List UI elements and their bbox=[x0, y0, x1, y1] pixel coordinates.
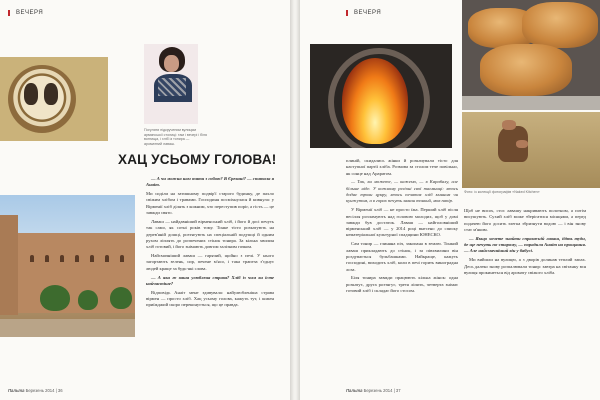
paragraph: Сам тонир — глиняна піч, закопана в землю. Тонкий лаваш прикладають до стінок, і за півхвилини він роздувається бульбашками. Найкраще, кажуть господині, виходить хліб, коли в печі горить виноградна лоза. bbox=[346, 241, 458, 272]
paragraph: плиній, скидались жінки й розкачували тісто для наступної партії хліба. Розмова за столом тече повільно, як сонце над Араратом. bbox=[346, 158, 458, 176]
paragraph: У Вірменії хліб — не просто їжа. Перший хліб після весілля розламують над головою молодих, щоб у домі завжди був достаток. Лаваш — найголовніший вірменський хліб — у 2014 році внесено до списку нематеріальної культурної спадщини ЮНЕСКО. bbox=[346, 207, 458, 238]
paragraph: Найсмачніший лаваш — гарячий, щойно з печі. У нього загортають зелень, сир, печене м'ясо, і така трапеза з'єднує людей краще за будь-які слова. bbox=[146, 253, 274, 271]
paragraph: Лаваш — найдавніший вірменський хліб, і його й досі печуть так само, як сотні років тому. Тонке тісто розкатують на дерев'яній дошці, розтягують на спеціальній подушці й одним рухом ліплять до розпечених стінок тонира. За кілька хвилин хліб готовий, і його знімають довгим залізним гачком. bbox=[146, 218, 274, 250]
left-page bbox=[0, 0, 290, 400]
tonir-oven-photo bbox=[310, 44, 452, 148]
paragraph: Відповідь Анаіт мене здивувала: найулюбленіша страва вірмен — просто хліб. Хац усьому голова, кажуть тут, і кожен приїжджий скоро переконується, що це правда. bbox=[146, 289, 274, 308]
paragraph: — Так, ви можете, — кажемо, — в Карабаху, але більше ніде. У кожному регіоні свої таємниці: хтось додає трохи цукру, хтось печатає хліб кмином чи кунжутом, а в горах печуть лаваш тонкий, мов папір. bbox=[346, 179, 458, 204]
photo-caption: Фото: із колекції фотографів «Naked Kitchen» bbox=[464, 190, 540, 194]
page-number: 37 bbox=[395, 388, 401, 393]
page-folio: Пальта Березень 2014 | 37 bbox=[346, 388, 401, 393]
bread-photo bbox=[462, 0, 600, 110]
paragraph: — А яка ж ваша улюблена страва? Хліб із чим ви їсте найчастіше? bbox=[146, 274, 274, 286]
book-gutter bbox=[290, 0, 300, 400]
paragraph: Ми вийшли на вулицю, а з дворів долинав теплий запах. Десь далеко знову розпалювали тонир: завтра на світанку вся вулиця прокинеться від аромату свіжого хліба. bbox=[464, 257, 586, 275]
paragraph: Щоб не висох, стос лавашу накривають полотном, а потім висушують. Сухий хліб може зберігатися місяцями, а перед подачею його досить злегка збризнути водою — і він знову стає м'яким. bbox=[464, 208, 586, 232]
paragraph: — Якщо хочете знайти справжній лаваш, ідіть туди, де ще печуть по-старому, — порадила Анаіт на прощання. — Але найсмачніший він у бабусі. bbox=[464, 235, 586, 254]
bread-making-photo bbox=[462, 112, 600, 188]
paragraph: Ми сиділи на затишному подвір'ї старого будинку, де пахло свіжим хлібом і травами. Господиня посміхнулася й кивнула: у Вірменії хліб ділять з кожним, хто переступив поріг, а гість — це завжди свято. bbox=[146, 191, 274, 216]
author-portrait bbox=[144, 44, 198, 124]
paragraph: Біля тонира завжди працюють кілька жінок: одна розкатує, друга розтягує, третя ліпить, четверта знімає готовий хліб і складає його стосом. bbox=[346, 275, 458, 294]
left-text-column bbox=[146, 176, 274, 311]
right-text-column-2 bbox=[464, 208, 586, 279]
page-folio: Пальта Березень 2014 | 36 bbox=[8, 388, 63, 393]
paragraph: — А чи можна нам взяти з собою? В Єревані? — спитала я Анаіт. bbox=[146, 176, 274, 188]
portrait-caption: Погуляти підкрученим вулицям армянської столиці: там і вечері і біля вогнища, і хліб із тонира — ароматний лаваш. bbox=[144, 128, 207, 146]
page-number: 36 bbox=[57, 388, 63, 393]
article-headline: ХАЦ УСЬОМУ ГОЛОВА! bbox=[118, 152, 277, 167]
section-tag: ВЕЧЕРЯ bbox=[8, 10, 43, 16]
plate-icon bbox=[8, 65, 76, 133]
right-text-column-1 bbox=[346, 158, 458, 297]
right-page bbox=[300, 0, 600, 400]
plate-photo bbox=[0, 57, 108, 141]
section-tag: ВЕЧЕРЯ bbox=[346, 10, 381, 16]
yerevan-square-photo bbox=[0, 195, 135, 337]
